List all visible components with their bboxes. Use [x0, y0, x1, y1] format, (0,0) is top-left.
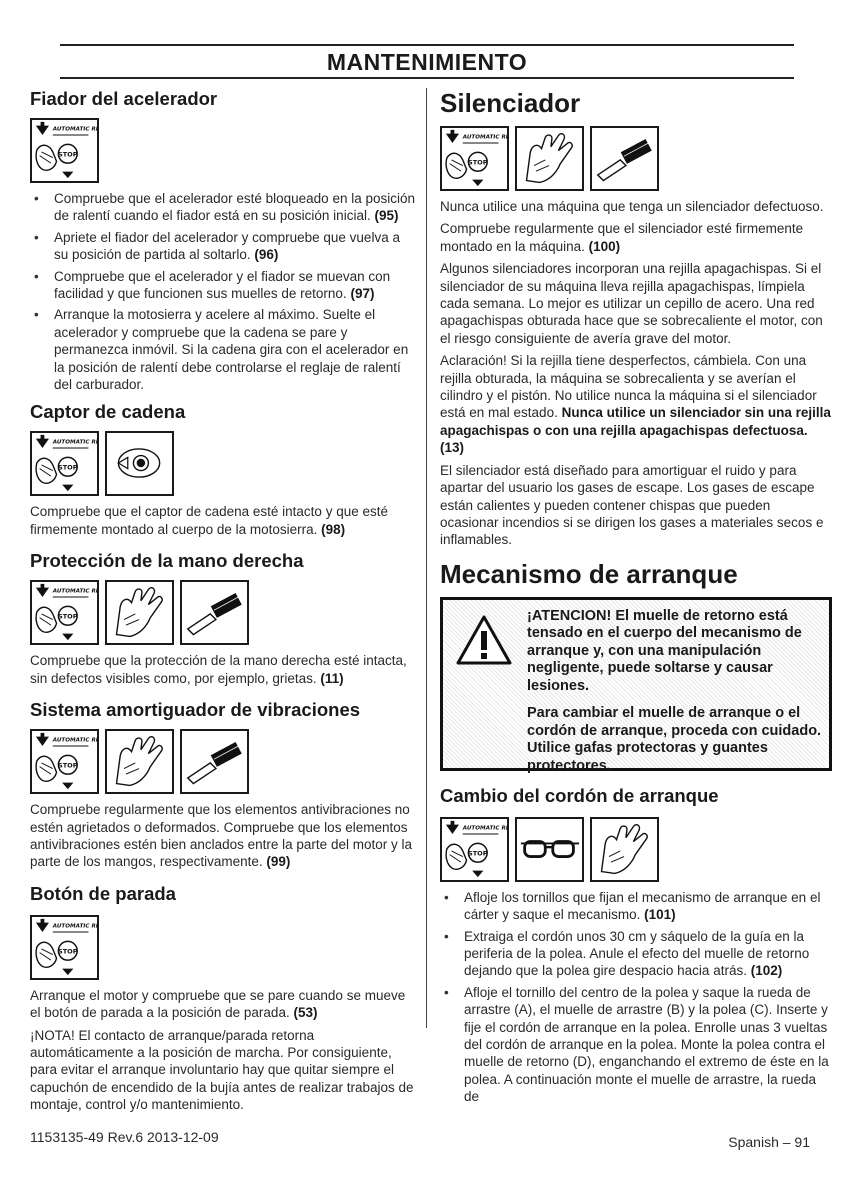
chain-brake-stop-icon [440, 817, 509, 882]
heading-cambio: Cambio del cordón de arranque [440, 784, 719, 806]
chain-brake-stop-icon [30, 915, 99, 980]
amortiguador-text: Compruebe regularmente que los elementos antivibraciones no estén agrietados o deformados. Compruebe que los elementos antivibraciones estén bien anclados entre la parte del motor y la parte de los mangos, respectivamente. (99) [30, 802, 412, 870]
page-title: MANTENIMIENTO [326, 49, 528, 75]
heading-captor: Captor de cadena [30, 401, 186, 423]
heading-silenciador: Silenciador [440, 88, 581, 118]
silenciador-p4: Aclaración! Si la rejilla tiene desperfectos, cámbiela. Con una rejilla obturada, la máquina se sobrecalienta y se averían el cilindro y el pistón. No utilice nunca la máquina si el silenciador está en mal estado. Nunca utilice un silenciador sin una rejilla apagachispas o con una rejilla apagachispas defectuosa. (13) [440, 353, 831, 456]
fiador-list [30, 190, 415, 393]
list-item: • Afloje los tornillos que fijan el mecanismo de arranque en el cárter y saque el mecanismo. (101) [440, 889, 832, 924]
list-item: • Apriete el fiador del acelerador y compruebe que vuelva a su posición de partida al soltarlo. (96) [30, 229, 415, 264]
column-divider [426, 88, 427, 1028]
glove-icon [105, 729, 174, 794]
brush-icon [590, 126, 659, 191]
captor-text: Compruebe que el captor de cadena esté intacto y que esté firmemente montado al cuerpo de la motosierra. (98) [30, 504, 388, 537]
warning-box [440, 597, 832, 774]
list-item: • Compruebe que el acelerador y el fiador se muevan con facilidad y que funcionen sus muelles de retorno. (97) [30, 268, 415, 303]
icons-amortiguador [30, 729, 415, 794]
brush-icon [180, 580, 249, 645]
brush-icon [180, 729, 249, 794]
silenciador-p1: Nunca utilice una máquina que tenga un silenciador defectuoso. [440, 199, 824, 214]
heading-mecanismo: Mecanismo de arranque [440, 558, 738, 589]
chain-brake-stop-icon [30, 118, 99, 183]
chain-brake-stop-icon [30, 729, 99, 794]
heading-boton: Botón de parada [30, 882, 176, 904]
boton-nota: ¡NOTA! El contacto de arranque/parada retorna automáticamente a la posición de marcha. Por consiguiente, para evitar el arranque involuntario hay que quitar siempre el capuchón de encendido de la bujía antes de realizar trabajos de montaje, control y/o mantenimiento. [30, 1027, 414, 1113]
chain-catcher-icon [105, 431, 174, 496]
header-rule-top [60, 44, 794, 46]
icons-captor [30, 431, 415, 496]
goggles-icon [515, 817, 584, 882]
warning-text [527, 608, 823, 786]
chain-brake-stop-icon [30, 580, 99, 645]
list-item: • Arranque la motosierra y acelere al máximo. Suelte el acelerador y compruebe que la cadena se pare y permanezca inmóvil. Si la cadena gira con el acelerador en la posición de ralentí debe controlarse el reglaje de ralentí del carburador. [30, 306, 415, 393]
silenciador-p2: Compruebe regularmente que el silenciador esté firmemente montado en la máquina. (100) [440, 221, 804, 254]
icons-fiador [30, 118, 415, 183]
heading-fiador: Fiador del acelerador [30, 88, 218, 109]
glove-icon [105, 580, 174, 645]
heading-proteccion: Protección de la mano derecha [30, 550, 304, 572]
icons-proteccion [30, 580, 415, 645]
icons-cambio [440, 817, 832, 882]
boton-text: Arranque el motor y compruebe que se pare cuando se mueve el botón de parada a la posición de parada. (53) [30, 987, 406, 1021]
icons-silenciador [440, 126, 832, 191]
header-rule-bottom [60, 77, 794, 79]
chain-brake-stop-icon [440, 126, 509, 191]
icons-boton [30, 915, 415, 980]
list-item: • Extraiga el cordón unos 30 cm y sáquelo de la guía en la periferia de la polea. Anule el efecto del muelle de retorno dejando que la polea gire despacio hacia atrás. (102) [440, 928, 832, 980]
right-column [440, 88, 832, 1114]
glove-icon [515, 126, 584, 191]
proteccion-text: Compruebe que la protección de la mano derecha esté intacta, sin defectos visibles como, por ejemplo, grietas. (11) [30, 653, 407, 686]
heading-amortiguador: Sistema amortiguador de vibraciones [30, 699, 361, 721]
warning-paragraph-1: ¡ATENCION! El muelle de retorno está tensado en el cuerpo del mecanismo de arranque y, con una manipulación negligente, puede soltarse y causar lesiones. [527, 607, 802, 694]
list-item: • Afloje el tornillo del centro de la polea y saque la rueda de arrastre (A), el muelle de arrastre (B) y la polea (C). Inserte y fije el cordón de arranque en la polea. Enrolle unas 3 vueltas del cordón de arranque en la polea. Monte la polea contra el muelle de retorno (D), enganchando el extremo de éste en la polea. A continuación monte el muelle de arrastre, la rueda de [440, 984, 832, 1106]
silenciador-p5: El silenciador está diseñado para amortiguar el ruido y para apartar del usuario los gases de escape. Los gases de escape están calientes y pueden contener chispas que pueden ocasionar incendios si se dirigen los gases a materiales secos e inflamables. [440, 462, 824, 548]
silenciador-p3: Algunos silenciadores incorporan una rejilla apagachispas. Si el silenciador de su máquina lleva rejilla apagachispas, límpiela cada semana. Lo mejor es utilizar un cepillo de acero. Una red apagachispas obturada hace que se sobrecaliente el motor, con el riesgo consiguiente de avería grave del motor. [440, 261, 823, 346]
left-column [30, 88, 415, 1119]
chain-brake-stop-icon [30, 431, 99, 496]
cambio-list [440, 889, 832, 1106]
glove-icon [590, 817, 659, 882]
warning-paragraph-2: Para cambiar el muelle de arranque o el cordón de arranque, proceda con cuidado. Utilice gafas protectoras y guantes protectores. [527, 705, 822, 774]
warning-triangle-icon [455, 614, 513, 666]
list-item: • Compruebe que el acelerador esté bloqueado en la posición de ralentí cuando el fiador está en su posición inicial. (95) [30, 190, 415, 225]
document-id: 1153135-49 Rev.6 2013-12-09 [30, 1129, 219, 1145]
page-number: Spanish – 91 [728, 1134, 810, 1150]
